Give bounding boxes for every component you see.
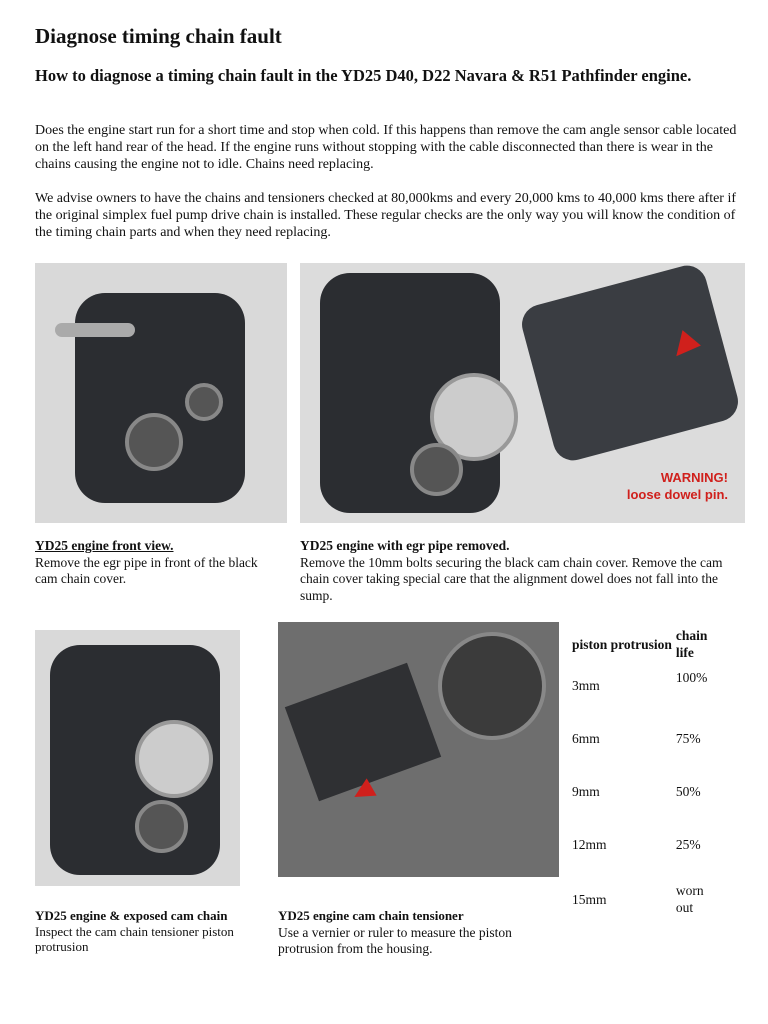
caption-title: YD25 engine cam chain tensioner: [278, 908, 464, 923]
intro-paragraph: Does the engine start run for a short time and stop when cold. If this happens than remove the cam angle sensor cable located on the left hand rear of the head. If the engine runs without stopping with the cable disconnected than there is wear in the chains causing the engine not to idle. Chains need replacing.: [35, 123, 737, 172]
engine-egr-removed-photo: [300, 263, 745, 523]
table-row: [570, 878, 728, 933]
warning-label: [627, 469, 728, 503]
caption-text: Remove the egr pipe in front of the black cam chain cover.: [35, 554, 258, 586]
header-chain-life: chain life: [675, 628, 708, 660]
caption-tensioner: [278, 908, 568, 958]
exposed-cam-chain-photo: [35, 630, 240, 886]
engine-front-photo: [35, 263, 287, 523]
cell-life: 75%: [675, 731, 701, 746]
caption-title: YD25 engine with egr pipe removed.: [300, 538, 510, 553]
cam-chain-tensioner-photo: [278, 622, 559, 877]
page-title: Diagnose timing chain fault: [35, 24, 282, 48]
table-row: [570, 666, 728, 719]
cell-protrusion: 9mm: [572, 784, 600, 799]
caption-title: YD25 engine & exposed cam chain: [35, 908, 228, 923]
warning-line1: WARNING!: [660, 470, 728, 485]
caption-title: YD25 engine front view.: [35, 538, 174, 553]
cell-protrusion: 12mm: [572, 837, 607, 852]
table-row: [570, 825, 728, 878]
chain-life-table: [570, 622, 728, 933]
table-header-row: [570, 622, 728, 666]
advice-paragraph: We advise owners to have the chains and tensioners checked at 80,000kms and every 20,000 kms to 40,000 kms there after if the original simplex fuel pump drive chain is installed. These regular checks are the only way you will know the condition of the timing chain parts and when they need replacing.: [35, 191, 737, 240]
page-subtitle: How to diagnose a timing chain fault in the YD25 D40, D22 Navara & R51 Pathfinder engine.: [35, 66, 692, 85]
table-row: [570, 719, 728, 772]
caption-text: Remove the 10mm bolts securing the black cam chain cover. Remove the cam chain cover taking special care that the alignment dowel does not fall into the sump.: [300, 554, 723, 603]
caption-egr-removed: [300, 538, 745, 604]
cell-protrusion: 3mm: [572, 678, 600, 693]
cell-protrusion: 6mm: [572, 731, 600, 746]
warning-line2: loose dowel pin.: [626, 487, 728, 502]
cell-life: 50%: [675, 784, 701, 799]
caption-exposed-chain: [35, 908, 255, 955]
cell-life: worn out: [675, 883, 704, 915]
caption-text: Inspect the cam chain tensioner piston protrusion: [35, 923, 234, 954]
cell-protrusion: 15mm: [572, 892, 607, 907]
cell-life: 100%: [675, 670, 708, 685]
cell-life: 25%: [675, 837, 701, 852]
caption-text: Use a vernier or ruler to measure the piston protrusion from the housing.: [278, 924, 512, 956]
header-piston-protrusion: piston protrusion: [572, 636, 672, 652]
table-row: [570, 772, 728, 825]
caption-front-view: [35, 538, 275, 588]
